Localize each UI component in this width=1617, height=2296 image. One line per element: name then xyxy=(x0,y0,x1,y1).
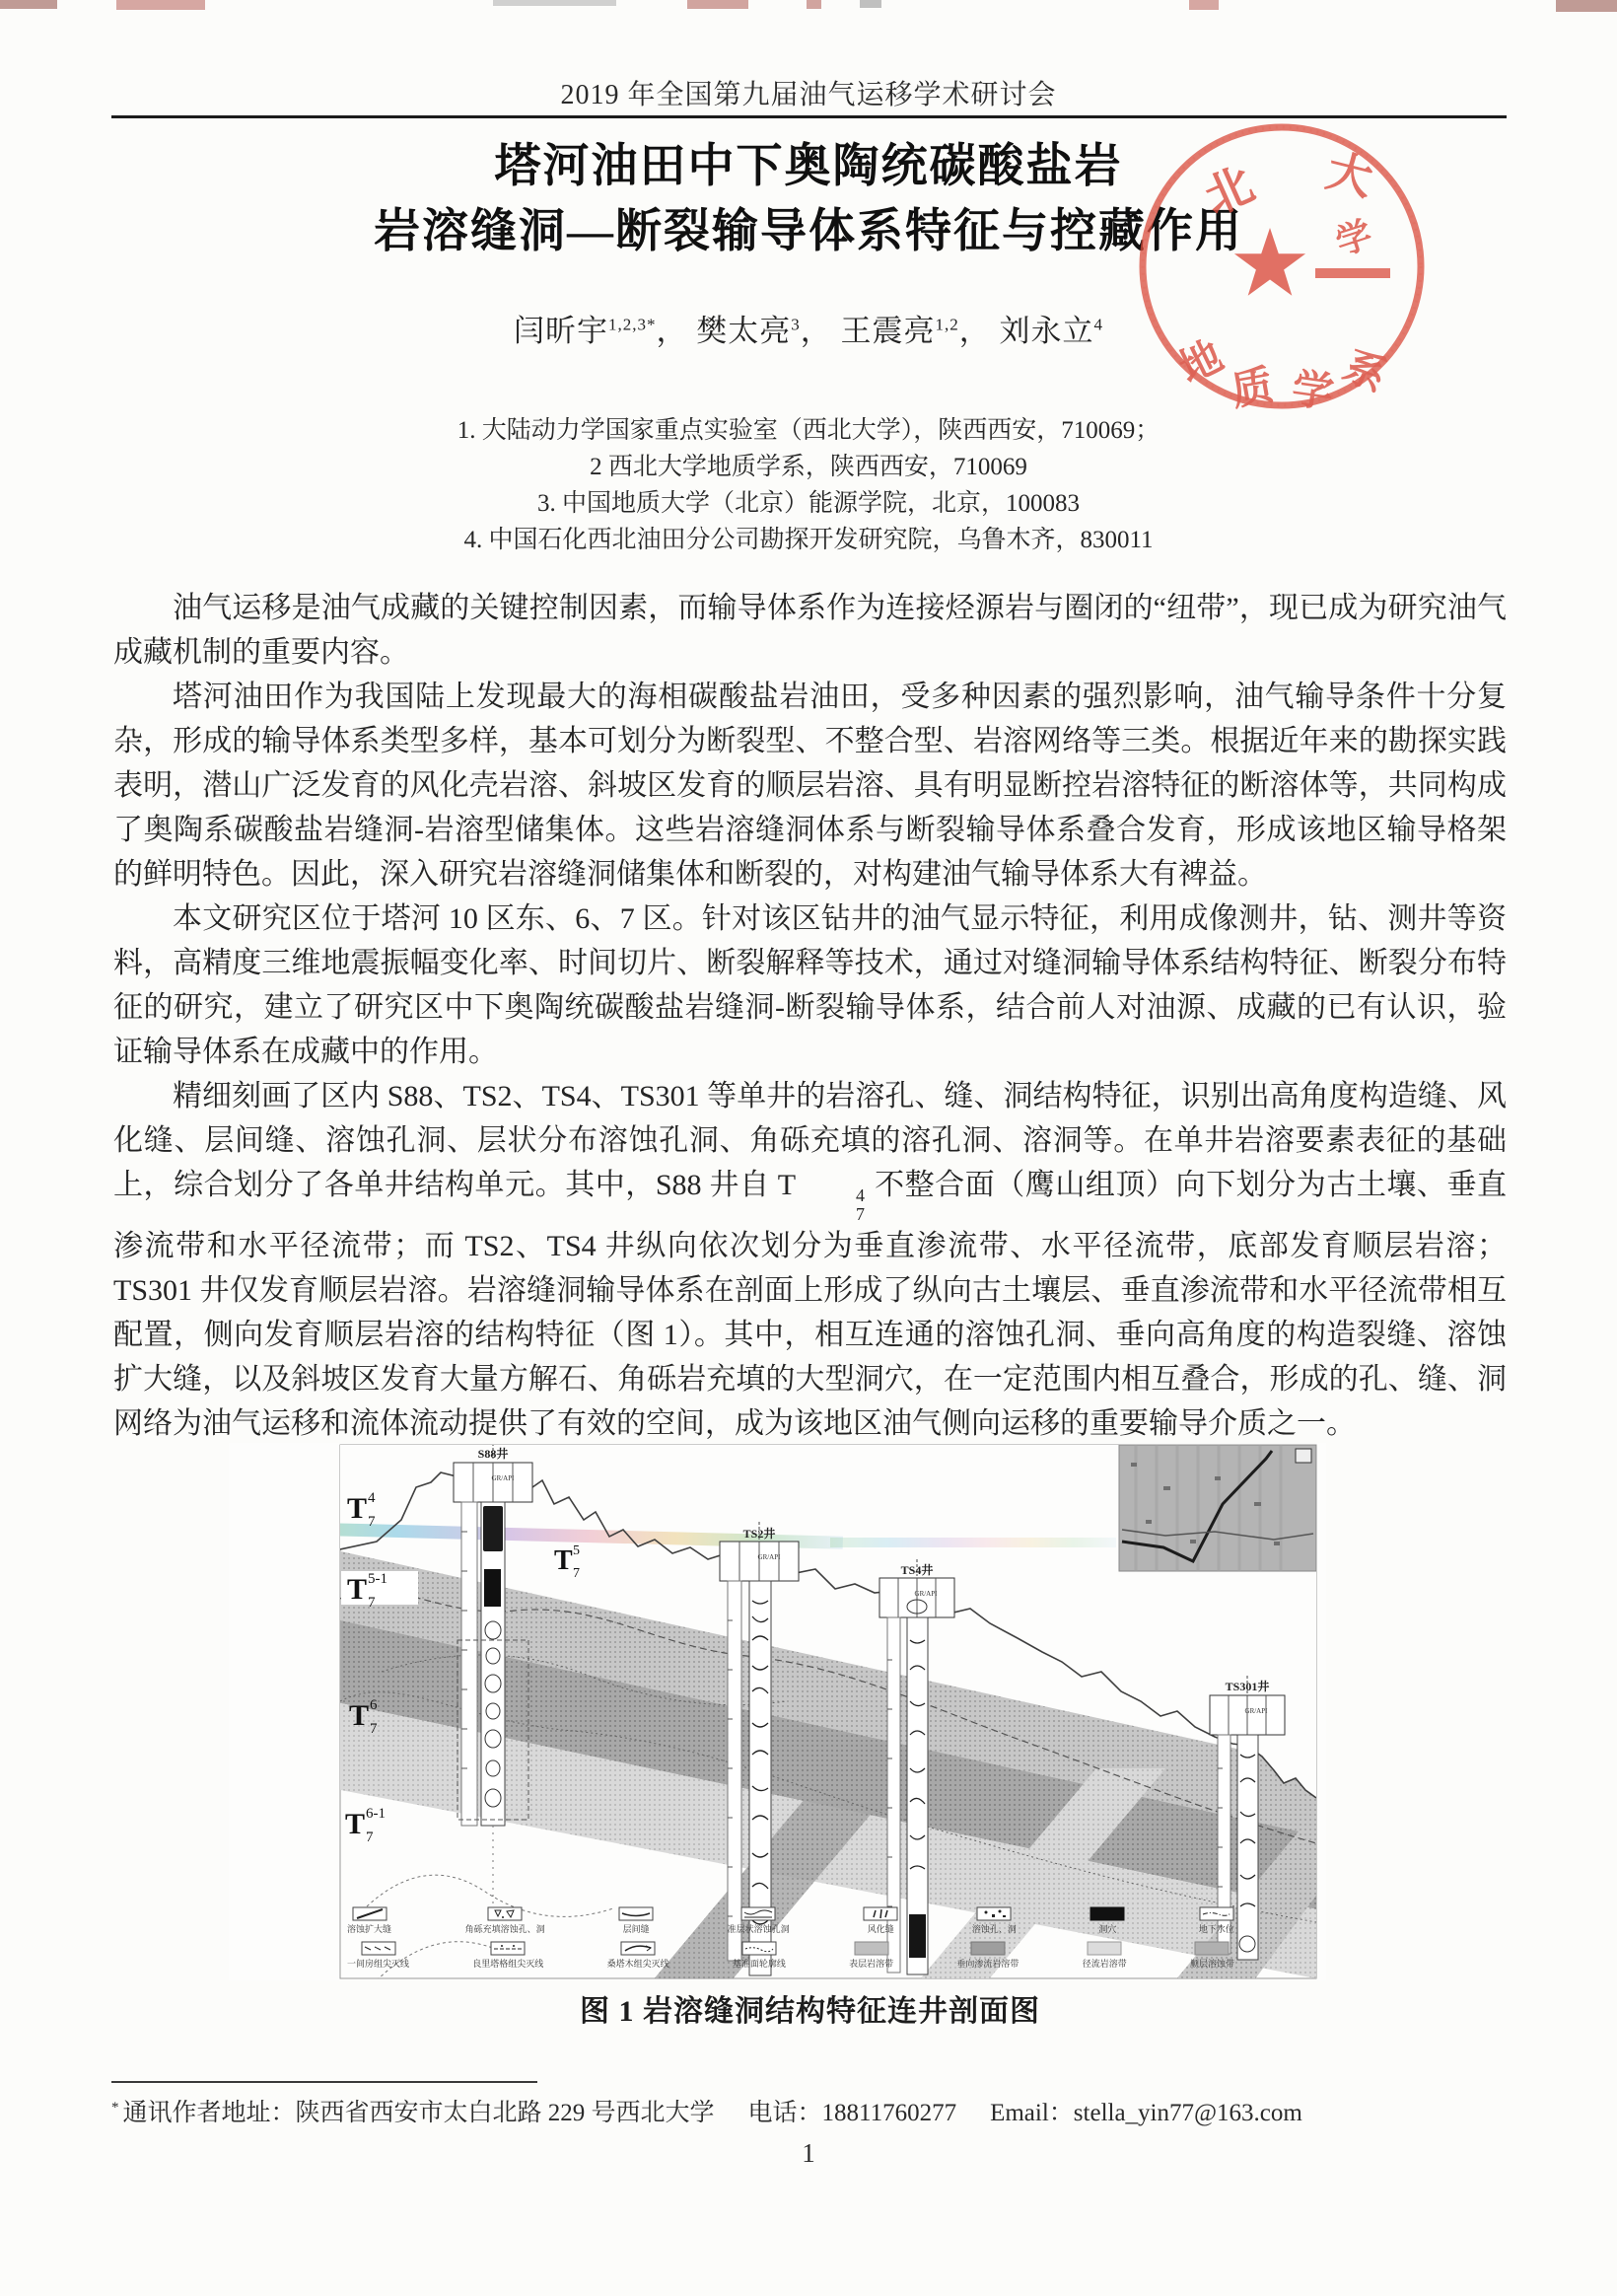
legend-item: 溶蚀扩大缝 xyxy=(347,1906,391,1935)
legend-item: 顺层溶蚀带 xyxy=(1190,1941,1234,1970)
scan-color-band xyxy=(830,1538,1116,1547)
svg-text:7: 7 xyxy=(370,1721,378,1737)
legend-symbol-bedding-fracture-icon xyxy=(618,1906,654,1921)
affiliation-list xyxy=(0,412,1617,558)
scan-artifact xyxy=(493,0,616,6)
paragraph-3: 本文研究区位于塔河 10 区东、6、7 区。针对该区钻井的油气显示特征，利用成像测井，钻、测井等资料，高精度三维地震振幅变化率、时间切片、断裂解释等技术，通过对缝洞输导体系结构特征、断裂分布特征的研究，建立了研究区中下奥陶统碳酸盐岩缝洞-断裂输导体系，结合前人对油源、成藏的已有认识，验证输导体系在成藏中的作用。 xyxy=(113,902,1507,1068)
author: 闫昕宇$^{1,2,3*}$， xyxy=(514,314,688,348)
paper-title-line2: 岩溶缝洞—断裂输导体系特征与控藏作用 xyxy=(374,206,1243,257)
legend-symbol-epikarst-zone-icon xyxy=(854,1941,889,1956)
svg-text:6-1: 6-1 xyxy=(366,1806,386,1822)
legend-item: 洞穴 xyxy=(1090,1906,1125,1935)
legend-item: 表层岩溶带 xyxy=(849,1941,893,1970)
paragraph-2: 塔河油田作为我国陆上发现最大的海相碳酸盐岩油田，受多种因素的强烈影响，油气输导条件十分复杂，形成的输导体系类型多样，基本可划分为断裂型、不整合型、岩溶网络等三类。根据近年来的勘探实践表明，潜山广泛发育的风化壳岩溶、斜坡区发育的顺层岩溶、具有明显断控岩溶特征的断溶体等，共同构成了奥陶系碳酸盐岩缝洞-岩溶型储集体。这些岩溶缝洞体系与断裂输导体系叠合发育，形成该地区输导格架的鲜明特色。因此，深入研究岩溶缝洞储集体和断裂的，对构建油气输导体系大有裨益。 xyxy=(113,681,1507,891)
log-header: GR/API xyxy=(491,1474,515,1482)
legend-symbol-runoff-zone-icon xyxy=(1087,1941,1122,1956)
legend-item: 一间房组尖灭线 xyxy=(347,1941,409,1970)
seal-top-right-char: 大 xyxy=(1321,145,1378,205)
legend-symbol-water-table-icon xyxy=(1199,1906,1234,1921)
well-label-ts2: TS2井 xyxy=(742,1527,776,1541)
scan-artifact xyxy=(860,0,881,8)
legend-symbol-sangtamu-pinchout-icon xyxy=(620,1941,656,1956)
author: 刘永立$^4$ xyxy=(999,314,1103,348)
author: 王震亮$^{1,2}$， xyxy=(840,314,991,348)
page-number: 1 xyxy=(802,2138,815,2168)
svg-text:T: T xyxy=(347,1492,368,1525)
svg-text:T: T xyxy=(554,1545,573,1576)
footnote-email: Email：stella_yin77@163.com xyxy=(990,2100,1302,2126)
svg-text:4: 4 xyxy=(368,1490,376,1506)
legend-symbol-stratiform-pores-icon xyxy=(740,1906,776,1921)
footnote-phone: 电话：18811760277 xyxy=(747,2100,957,2126)
svg-text:5-1: 5-1 xyxy=(368,1571,387,1587)
seal-mid-char: 学 xyxy=(1331,214,1377,263)
affiliation-line: 2 西北大学地质学系，陕西西安，710069 xyxy=(590,454,1027,480)
log-header: GR/API xyxy=(1244,1707,1268,1715)
legend-symbol-lianglitage-pinchout-icon xyxy=(490,1941,526,1956)
scan-artifact xyxy=(116,0,205,10)
figure-legend-row2 xyxy=(347,1941,1234,1970)
paragraph-1: 油气运移是油气成藏的关键控制因素，而输导体系作为连接烃源岩与圈闭的“纽带”，现已成为研究油气成藏机制的重要内容。 xyxy=(113,592,1507,669)
conference-header: 2019 年全国第九届油气运移学术研讨会 xyxy=(560,80,1057,110)
footnote-rule xyxy=(111,2081,537,2083)
legend-symbol-yijianfang-pinchout-icon xyxy=(361,1941,396,1956)
svg-text:7: 7 xyxy=(368,1514,376,1530)
horizon-label-t751 xyxy=(341,1571,418,1611)
legend-item: 基准面轮廓线 xyxy=(733,1941,786,1970)
svg-text:T: T xyxy=(347,1573,368,1606)
legend-item: 径流岩溶带 xyxy=(1083,1941,1127,1970)
legend-symbol-breccia-filled-icon xyxy=(487,1906,523,1921)
footnote xyxy=(111,2093,1512,2128)
figure-legend-row1 xyxy=(347,1906,1234,1935)
legend-symbol-dissolution-pores-icon xyxy=(976,1906,1012,1921)
seal-bar-icon xyxy=(1315,268,1390,278)
legend-item: 垂向渗流岩溶带 xyxy=(956,1941,1019,1970)
footnote-marker: * xyxy=(111,2099,119,2116)
legend-item: 准层状溶蚀孔洞 xyxy=(728,1906,790,1935)
legend-item: 角砾充填溶蚀孔、洞 xyxy=(465,1906,545,1935)
author-line xyxy=(0,306,1617,350)
legend-symbol-vadose-zone-icon xyxy=(970,1941,1006,1956)
scan-artifact xyxy=(1189,0,1219,10)
legend-symbol-cave-icon xyxy=(1090,1906,1125,1921)
legend-symbol-weathering-fracture-icon xyxy=(863,1906,898,1921)
legend-symbol-dissolution-fracture-icon xyxy=(352,1906,387,1921)
affiliation-line: 3. 中国地质大学（北京）能源学院，北京，100083 xyxy=(536,490,1080,517)
log-header: GR/API xyxy=(757,1553,781,1561)
seal-top-left-char: 北 xyxy=(1197,158,1262,226)
seal-star-icon xyxy=(1234,228,1305,296)
paragraph-4: 精细刻画了区内 S88、TS2、TS4、TS301 等单井的岩溶孔、缝、洞结构特征，识别出高角度构造缝、风化缝、层间缝、溶蚀孔洞、层状分布溶蚀孔洞、角砾充填的溶孔洞、溶洞等。在单井岩溶要素表征的基础上，综合划分了各单井结构单元。其中，S88 井自 T 4 7 不整合面（鹰山组顶）向下划分为古土壤、垂直渗流带和水平径流带；而 TS2、TS4 井纵向依次划分为垂直渗流带、水平径流带，底部发育顺层岩溶；TS301 井仅发育顺层岩溶。岩溶缝洞输导体系在剖面上形成了纵向古土壤层、垂直渗流带和水平径流带相互配置，侧向发育顺层岩溶的结构特征（图 1）。其中，相互连通的溶蚀孔洞、垂向高角度的构造裂缝、溶蚀扩大缝，以及斜坡区发育大量方解石、角砾岩充填的大型洞穴，在一定范围内相互叠合，形成的孔、缝、洞网络为油气运移和流体流动提供了有效的空间，成为该地区油气侧向运移的重要输导介质之一。 xyxy=(113,1080,1507,1440)
well-label-s88: S88井 xyxy=(477,1447,509,1461)
well-label-ts301: TS301井 xyxy=(1225,1680,1270,1693)
svg-text:6: 6 xyxy=(370,1697,378,1713)
scan-artifact xyxy=(1556,0,1617,12)
svg-text:7: 7 xyxy=(573,1566,580,1581)
cross-section-drawing xyxy=(229,1443,1326,1980)
scan-artifact xyxy=(687,0,748,9)
author: 樊太亮$^3$， xyxy=(696,314,832,348)
figure-caption: 图 1 岩溶缝洞结构特征连井剖面图 xyxy=(580,1995,1040,2028)
scan-artifact xyxy=(807,0,821,9)
department-seal xyxy=(1122,103,1447,428)
svg-text:7: 7 xyxy=(366,1830,374,1845)
seal-bottom-char: 学 xyxy=(1289,366,1337,418)
paper-title-line1: 塔河油田中下奥陶统碳酸盐岩 xyxy=(494,141,1123,192)
seal-bottom-char: 质 xyxy=(1228,363,1277,415)
legend-item: 风化缝 xyxy=(863,1906,898,1935)
log-header: GR/API xyxy=(914,1590,938,1598)
svg-text:T: T xyxy=(349,1699,370,1732)
scan-artifact xyxy=(0,0,57,9)
inset-location-map xyxy=(1119,1445,1316,1571)
seal-bottom-char: 地 xyxy=(1172,333,1230,394)
svg-text:5: 5 xyxy=(573,1543,580,1558)
well-label-ts4: TS4井 xyxy=(900,1563,934,1577)
affiliation-line: 4. 中国石化西北油田分公司勘探开发研究院，乌鲁木齐，830011 xyxy=(463,527,1154,553)
legend-item: 桑塔木组尖灭线 xyxy=(607,1941,669,1970)
figure-1 xyxy=(229,1443,1326,1980)
svg-text:T: T xyxy=(345,1808,366,1840)
svg-text:7: 7 xyxy=(368,1595,376,1611)
affiliation-line: 1. 大陆动力学国家重点实验室（西北大学），陕西西安，710069； xyxy=(457,417,1160,444)
legend-item: 溶蚀孔、洞 xyxy=(972,1906,1017,1935)
seal-bottom-char: 系 xyxy=(1336,342,1393,401)
body-text xyxy=(113,586,1507,1446)
legend-item: 层间缝 xyxy=(618,1906,654,1935)
footnote-address: 通讯作者地址：陕西省西安市太白北路 229 号西北大学 xyxy=(122,2100,715,2126)
legend-symbol-baselevel-contour-icon xyxy=(741,1941,777,1956)
legend-item: 地下水位 xyxy=(1199,1906,1234,1935)
legend-symbol-bedding-karst-icon xyxy=(1194,1941,1230,1956)
legend-item: 良里塔格组尖灭线 xyxy=(472,1941,543,1970)
